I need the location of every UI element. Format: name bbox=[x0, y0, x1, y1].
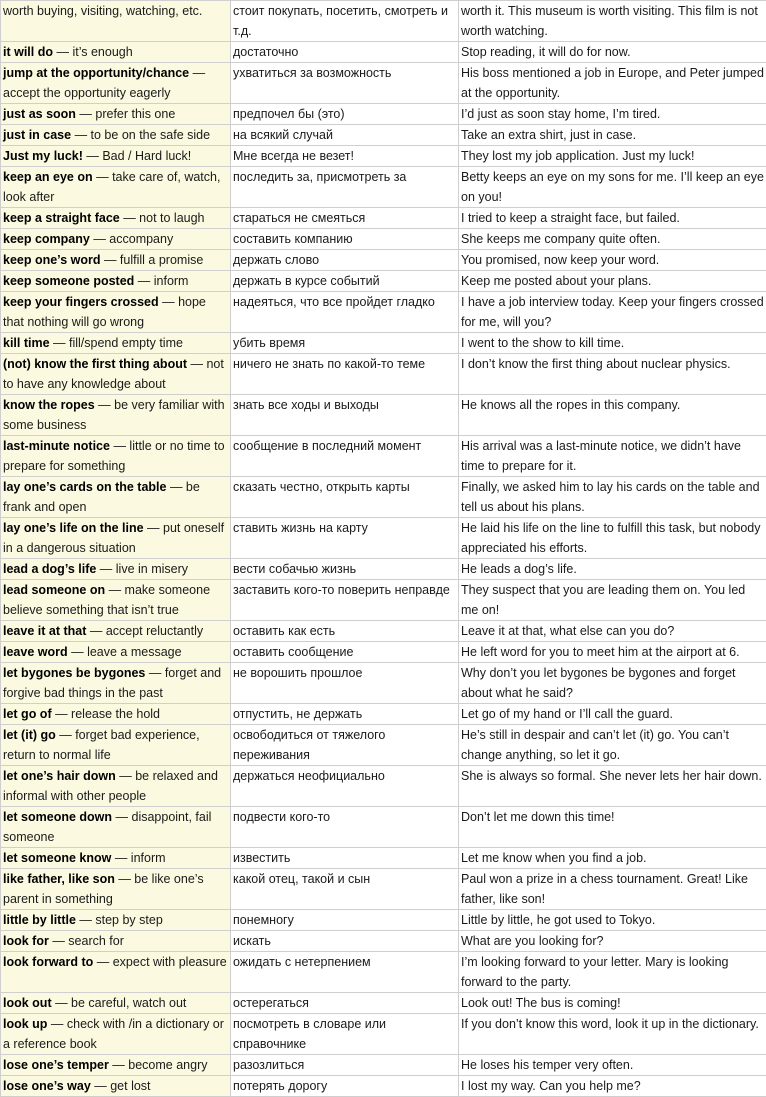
idiom-term: keep company bbox=[3, 232, 90, 246]
idiom-definition: — it’s enough bbox=[53, 45, 133, 59]
idiom-cell bbox=[1, 292, 231, 333]
russian-translation: освободиться от тяжелого переживания bbox=[231, 725, 459, 766]
table-row bbox=[1, 125, 766, 146]
idiom-cell bbox=[1, 559, 231, 580]
idiom-term: look out bbox=[3, 996, 52, 1010]
example-sentence: I tried to keep a straight face, but failed. bbox=[459, 208, 766, 229]
russian-translation: потерять дорогу bbox=[231, 1076, 459, 1097]
russian-translation: оставить как есть bbox=[231, 621, 459, 642]
example-sentence: He leads a dog’s life. bbox=[459, 559, 766, 580]
russian-translation: сказать честно, открыть карты bbox=[231, 477, 459, 518]
idiom-cell bbox=[1, 395, 231, 436]
table-row bbox=[1, 704, 766, 725]
example-sentence: Look out! The bus is coming! bbox=[459, 993, 766, 1014]
idiom-definition: — be like one’s parent in something bbox=[3, 872, 204, 906]
table-row bbox=[1, 931, 766, 952]
table-row bbox=[1, 766, 766, 807]
idiom-term: let someone know bbox=[3, 851, 111, 865]
idiom-cell bbox=[1, 807, 231, 848]
idiom-term: let (it) go bbox=[3, 728, 56, 742]
example-sentence: Leave it at that, what else can you do? bbox=[459, 621, 766, 642]
russian-translation: ожидать с нетерпением bbox=[231, 952, 459, 993]
idiom-cell bbox=[1, 663, 231, 704]
idiom-term: look for bbox=[3, 934, 49, 948]
idiom-cell bbox=[1, 952, 231, 993]
russian-translation: держаться неофициально bbox=[231, 766, 459, 807]
idiom-term: keep someone posted bbox=[3, 274, 134, 288]
russian-translation: стоит покупать, посетить, смотреть и т.д. bbox=[231, 1, 459, 42]
example-sentence: Stop reading, it will do for now. bbox=[459, 42, 766, 63]
idiom-definition: — become angry bbox=[109, 1058, 208, 1072]
example-sentence: I have a job interview today. Keep your fingers crossed for me, will you? bbox=[459, 292, 766, 333]
idiom-cell bbox=[1, 704, 231, 725]
idiom-definition: — get lost bbox=[91, 1079, 151, 1093]
table-row bbox=[1, 663, 766, 704]
idiom-term: lead someone on bbox=[3, 583, 105, 597]
idiom-definition: worth buying, visiting, watching, etc. bbox=[3, 4, 202, 18]
russian-translation: сообщение в последний момент bbox=[231, 436, 459, 477]
idiom-definition: — inform bbox=[111, 851, 165, 865]
idiom-table-body bbox=[1, 1, 766, 1097]
idiom-term: look forward to bbox=[3, 955, 93, 969]
example-sentence: Keep me posted about your plans. bbox=[459, 271, 766, 292]
idiom-term: (not) know the first thing about bbox=[3, 357, 187, 371]
idiom-term: let one’s hair down bbox=[3, 769, 116, 783]
example-sentence: I don’t know the first thing about nuclear physics. bbox=[459, 354, 766, 395]
idiom-cell bbox=[1, 229, 231, 250]
idiom-term: little by little bbox=[3, 913, 76, 927]
idiom-definition: — accept reluctantly bbox=[86, 624, 203, 638]
idiom-term: lead a dog’s life bbox=[3, 562, 96, 576]
example-sentence: His boss mentioned a job in Europe, and Peter jumped at the opportunity. bbox=[459, 63, 766, 104]
idiom-cell bbox=[1, 1055, 231, 1076]
table-row bbox=[1, 271, 766, 292]
table-row bbox=[1, 292, 766, 333]
russian-translation: стараться не смеяться bbox=[231, 208, 459, 229]
russian-translation: Мне всегда не везет! bbox=[231, 146, 459, 167]
idiom-term: just in case bbox=[3, 128, 71, 142]
idiom-definition: — fulfill a promise bbox=[100, 253, 203, 267]
russian-translation: ухватиться за возможность bbox=[231, 63, 459, 104]
table-row bbox=[1, 642, 766, 663]
russian-translation: держать в курсе событий bbox=[231, 271, 459, 292]
idiom-term: lose one’s way bbox=[3, 1079, 91, 1093]
idiom-cell bbox=[1, 477, 231, 518]
table-row bbox=[1, 63, 766, 104]
idiom-cell bbox=[1, 167, 231, 208]
table-row bbox=[1, 104, 766, 125]
russian-translation: ничего не знать по какой-то теме bbox=[231, 354, 459, 395]
idiom-cell bbox=[1, 621, 231, 642]
idiom-definition: — be very familiar with some business bbox=[3, 398, 225, 432]
russian-translation: понемногу bbox=[231, 910, 459, 931]
example-sentence: She is always so formal. She never lets her hair down. bbox=[459, 766, 766, 807]
example-sentence: If you don’t know this word, look it up in the dictionary. bbox=[459, 1014, 766, 1055]
table-row bbox=[1, 354, 766, 395]
idiom-definition: — be relaxed and informal with other people bbox=[3, 769, 218, 803]
idiom-definition: — put oneself in a dangerous situation bbox=[3, 521, 224, 555]
idiom-cell bbox=[1, 518, 231, 559]
idiom-definition: — inform bbox=[134, 274, 188, 288]
idiom-cell bbox=[1, 146, 231, 167]
idiom-term: keep one’s word bbox=[3, 253, 100, 267]
russian-translation: предпочел бы (это) bbox=[231, 104, 459, 125]
idiom-cell bbox=[1, 436, 231, 477]
idiom-term: just as soon bbox=[3, 107, 76, 121]
russian-translation: достаточно bbox=[231, 42, 459, 63]
table-row bbox=[1, 42, 766, 63]
idiom-definition: — disappoint, fail someone bbox=[3, 810, 211, 844]
example-sentence: Let me know when you find a job. bbox=[459, 848, 766, 869]
idiom-cell bbox=[1, 1076, 231, 1097]
table-row bbox=[1, 208, 766, 229]
table-row bbox=[1, 848, 766, 869]
idiom-cell bbox=[1, 63, 231, 104]
idiom-definition: — take care of, watch, look after bbox=[3, 170, 220, 204]
idiom-term: leave word bbox=[3, 645, 68, 659]
example-sentence: Why don’t you let bygones be bygones and forget about what he said? bbox=[459, 663, 766, 704]
idiom-term: lose one’s temper bbox=[3, 1058, 109, 1072]
idiom-definition: — search for bbox=[49, 934, 124, 948]
table-row bbox=[1, 395, 766, 436]
idiom-term: let go of bbox=[3, 707, 52, 721]
example-sentence: They lost my job application. Just my luck! bbox=[459, 146, 766, 167]
idiom-definition: — accompany bbox=[90, 232, 173, 246]
russian-translation: разозлиться bbox=[231, 1055, 459, 1076]
idiom-definition: — check with /in a dictionary or a reference book bbox=[3, 1017, 224, 1051]
idiom-term: lay one’s cards on the table bbox=[3, 480, 166, 494]
russian-translation: на всякий случай bbox=[231, 125, 459, 146]
idiom-term: keep a straight face bbox=[3, 211, 120, 225]
example-sentence: I lost my way. Can you help me? bbox=[459, 1076, 766, 1097]
idiom-cell bbox=[1, 848, 231, 869]
idiom-term: keep your fingers crossed bbox=[3, 295, 159, 309]
example-sentence: I’m looking forward to your letter. Mary is looking forward to the party. bbox=[459, 952, 766, 993]
table-row bbox=[1, 725, 766, 766]
table-row bbox=[1, 1076, 766, 1097]
russian-translation: заставить кого-то поверить неправде bbox=[231, 580, 459, 621]
table-row bbox=[1, 229, 766, 250]
russian-translation: подвести кого-то bbox=[231, 807, 459, 848]
example-sentence: Betty keeps an eye on my sons for me. I’ll keep an eye on you! bbox=[459, 167, 766, 208]
russian-translation: убить время bbox=[231, 333, 459, 354]
russian-translation: составить компанию bbox=[231, 229, 459, 250]
example-sentence: He loses his temper very often. bbox=[459, 1055, 766, 1076]
idiom-cell bbox=[1, 125, 231, 146]
idiom-cell bbox=[1, 354, 231, 395]
table-row bbox=[1, 580, 766, 621]
example-sentence: worth it. This museum is worth visiting. This film is not worth watching. bbox=[459, 1, 766, 42]
russian-translation: не ворошить прошлое bbox=[231, 663, 459, 704]
idiom-definition: — not to laugh bbox=[120, 211, 205, 225]
example-sentence: He’s still in despair and can’t let (it) go. You can’t change anything, so let it go. bbox=[459, 725, 766, 766]
example-sentence: What are you looking for? bbox=[459, 931, 766, 952]
idiom-cell bbox=[1, 642, 231, 663]
idiom-definition: — be frank and open bbox=[3, 480, 200, 514]
idiom-definition: — hope that nothing will go wrong bbox=[3, 295, 206, 329]
idiom-definition: — accept the opportunity eagerly bbox=[3, 66, 205, 100]
example-sentence: Paul won a prize in a chess tournament. Great! Like father, like son! bbox=[459, 869, 766, 910]
table-row bbox=[1, 518, 766, 559]
idiom-term: keep an eye on bbox=[3, 170, 93, 184]
idiom-definition: — forget bad experience, return to normal life bbox=[3, 728, 200, 762]
idiom-cell bbox=[1, 910, 231, 931]
idiom-term: last-minute notice bbox=[3, 439, 110, 453]
table-row bbox=[1, 1014, 766, 1055]
idiom-cell bbox=[1, 580, 231, 621]
idiom-term: let someone down bbox=[3, 810, 112, 824]
table-row bbox=[1, 993, 766, 1014]
table-row bbox=[1, 621, 766, 642]
table-row bbox=[1, 910, 766, 931]
idiom-term: look up bbox=[3, 1017, 47, 1031]
idiom-definition: — forget and forgive bad things in the past bbox=[3, 666, 221, 700]
idiom-cell bbox=[1, 104, 231, 125]
idiom-definition: — live in misery bbox=[96, 562, 188, 576]
example-sentence: They suspect that you are leading them on. You led me on! bbox=[459, 580, 766, 621]
idiom-cell bbox=[1, 931, 231, 952]
table-row bbox=[1, 952, 766, 993]
example-sentence: Don’t let me down this time! bbox=[459, 807, 766, 848]
russian-translation: остерегаться bbox=[231, 993, 459, 1014]
example-sentence: I went to the show to kill time. bbox=[459, 333, 766, 354]
idiom-cell bbox=[1, 271, 231, 292]
idiom-cell bbox=[1, 208, 231, 229]
idiom-definition: — release the hold bbox=[52, 707, 160, 721]
idiom-term: leave it at that bbox=[3, 624, 86, 638]
russian-translation: какой отец, такой и сын bbox=[231, 869, 459, 910]
russian-translation: известить bbox=[231, 848, 459, 869]
table-row bbox=[1, 559, 766, 580]
russian-translation: отпустить, не держать bbox=[231, 704, 459, 725]
russian-translation: ставить жизнь на карту bbox=[231, 518, 459, 559]
idiom-definition: — fill/spend empty time bbox=[50, 336, 183, 350]
table-row bbox=[1, 333, 766, 354]
example-sentence: You promised, now keep your word. bbox=[459, 250, 766, 271]
idiom-cell bbox=[1, 333, 231, 354]
russian-translation: искать bbox=[231, 931, 459, 952]
table-row bbox=[1, 146, 766, 167]
example-sentence: She keeps me company quite often. bbox=[459, 229, 766, 250]
example-sentence: Finally, we asked him to lay his cards on the table and tell us about his plans. bbox=[459, 477, 766, 518]
table-row bbox=[1, 250, 766, 271]
idiom-definition: — be careful, watch out bbox=[52, 996, 187, 1010]
table-row bbox=[1, 1, 766, 42]
idiom-definition: — not to have any knowledge about bbox=[3, 357, 224, 391]
idiom-term: it will do bbox=[3, 45, 53, 59]
russian-translation: оставить сообщение bbox=[231, 642, 459, 663]
idiom-term: let bygones be bygones bbox=[3, 666, 145, 680]
russian-translation: знать все ходы и выходы bbox=[231, 395, 459, 436]
idiom-term: jump at the opportunity/chance bbox=[3, 66, 189, 80]
idiom-definition: — to be on the safe side bbox=[71, 128, 210, 142]
example-sentence: Little by little, he got used to Tokyo. bbox=[459, 910, 766, 931]
idiom-definition: — Bad / Hard luck! bbox=[83, 149, 191, 163]
idiom-cell bbox=[1, 869, 231, 910]
idiom-definition: — little or no time to prepare for something bbox=[3, 439, 225, 473]
idiom-definition: — expect with pleasure bbox=[93, 955, 226, 969]
russian-translation: посмотреть в словаре или справочнике bbox=[231, 1014, 459, 1055]
table-row bbox=[1, 167, 766, 208]
russian-translation: последить за, присмотреть за bbox=[231, 167, 459, 208]
idiom-term: know the ropes bbox=[3, 398, 95, 412]
example-sentence: Take an extra shirt, just in case. bbox=[459, 125, 766, 146]
idiom-definition: — step by step bbox=[76, 913, 163, 927]
example-sentence: Let go of my hand or I’ll call the guard. bbox=[459, 704, 766, 725]
russian-translation: вести собачью жизнь bbox=[231, 559, 459, 580]
idiom-definition: — prefer this one bbox=[76, 107, 175, 121]
example-sentence: He left word for you to meet him at the airport at 6. bbox=[459, 642, 766, 663]
idiom-definition: — make someone believe something that isn’t true bbox=[3, 583, 210, 617]
russian-translation: надеяться, что все пройдет гладко bbox=[231, 292, 459, 333]
idiom-cell bbox=[1, 250, 231, 271]
idiom-cell bbox=[1, 1, 231, 42]
table-row bbox=[1, 1055, 766, 1076]
table-row bbox=[1, 869, 766, 910]
example-sentence: He laid his life on the line to fulfill this task, but nobody appreciated his efforts. bbox=[459, 518, 766, 559]
table-row bbox=[1, 477, 766, 518]
idiom-definition: — leave a message bbox=[68, 645, 182, 659]
example-sentence: He knows all the ropes in this company. bbox=[459, 395, 766, 436]
example-sentence: I’d just as soon stay home, I’m tired. bbox=[459, 104, 766, 125]
idiom-cell bbox=[1, 1014, 231, 1055]
idiom-term: like father, like son bbox=[3, 872, 115, 886]
idiom-cell bbox=[1, 725, 231, 766]
idiom-term: lay one’s life on the line bbox=[3, 521, 144, 535]
idiom-cell bbox=[1, 993, 231, 1014]
example-sentence: His arrival was a last-minute notice, we didn’t have time to prepare for it. bbox=[459, 436, 766, 477]
idiom-cell bbox=[1, 42, 231, 63]
table-row bbox=[1, 436, 766, 477]
idiom-term: Just my luck! bbox=[3, 149, 83, 163]
idiom-cell bbox=[1, 766, 231, 807]
idiom-term: kill time bbox=[3, 336, 50, 350]
russian-translation: держать слово bbox=[231, 250, 459, 271]
table-row bbox=[1, 807, 766, 848]
